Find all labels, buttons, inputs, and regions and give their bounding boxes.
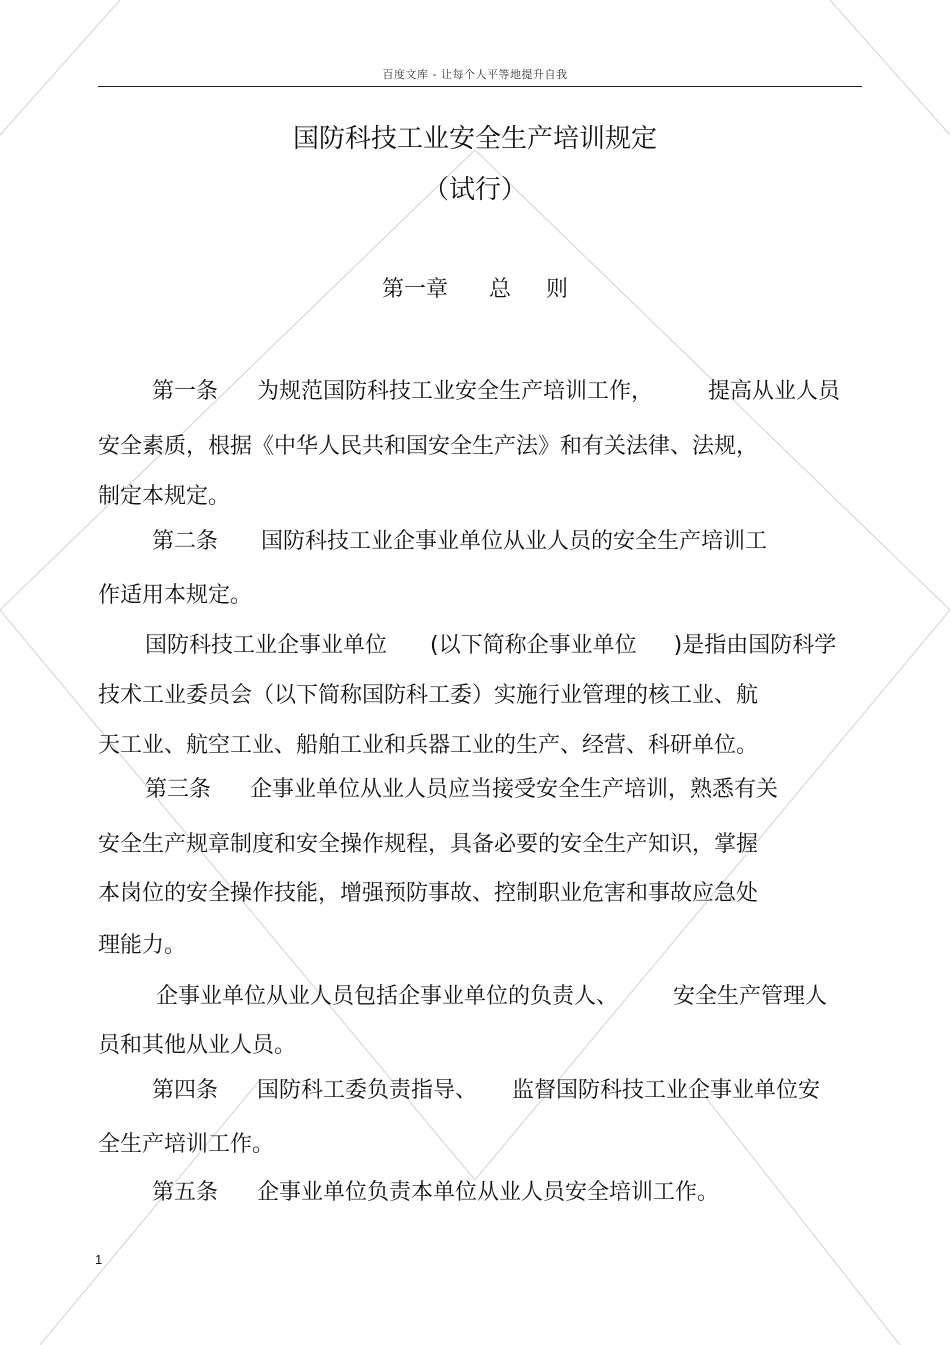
article-2-text: 国防科技工业企事业单位从业人员的安全生产培训工: [261, 529, 768, 554]
article-2-label: 第二条: [152, 529, 219, 554]
article-3-para-2-text-a: 企事业单位从业人员包括企事业单位的负责人、: [156, 984, 619, 1009]
article-2-para-2-line-1: [145, 631, 836, 661]
article-3-label: 第三条: [145, 777, 212, 802]
article-3-para-2-line-2: 员和其他从业人员。: [98, 1033, 297, 1058]
article-2-para-2-line-2: 技术工业委员会（以下简称国防科工委）实施行业管理的核工业、航: [98, 683, 759, 708]
article-5-label: 第五条: [152, 1180, 219, 1205]
article-3-text: 企事业单位从业人员应当接受安全生产培训，熟悉有关: [250, 777, 779, 802]
article-4-label: 第四条: [152, 1078, 219, 1103]
page-header: 百度文库 - 让每个人平等地提升自我: [382, 68, 568, 81]
article-3-line-2: 安全生产规章制度和安全操作规程，具备必要的安全生产知识，掌握: [98, 832, 759, 857]
article-2-para-2-text-c: )是指由国防科学: [673, 633, 837, 658]
article-1-line-3: 制定本规定。: [98, 484, 231, 509]
article-1-line-2: 安全素质，根据《中华人民共和国安全生产法》和有关法律、法规，: [98, 434, 759, 459]
article-3-para-2-text-b: 安全生产管理人: [673, 984, 828, 1009]
article-3-line-3: 本岗位的安全操作技能，增强预防事故、控制职业危害和事故应急处: [98, 881, 759, 906]
article-1-line-1: [152, 377, 840, 407]
page-number: 1: [95, 1252, 103, 1267]
article-1-label: 第一条: [152, 379, 219, 404]
article-1-text-b: 提高从业人员: [708, 379, 841, 404]
article-4-text-a: 国防科工委负责指导、: [257, 1078, 478, 1103]
article-2-para-2-text-b: (以下简称企事业单位: [430, 633, 637, 658]
header-rule: [98, 86, 862, 87]
article-4-text-b: 监督国防科技工业企事业单位安: [512, 1078, 821, 1103]
article-2-para-2-text-a: 国防科技工业企事业单位: [145, 633, 388, 658]
article-1-text-a: 为规范国防科技工业安全生产培训工作，: [257, 379, 654, 404]
chapter-name-part1: 总: [488, 277, 511, 302]
chapter-heading: [0, 274, 950, 306]
article-2-line-2: 作适用本规定。: [98, 583, 253, 608]
article-3-line-1: [145, 775, 778, 805]
article-4-line-2: 全生产培训工作。: [98, 1132, 275, 1157]
article-2-line-1: [152, 527, 767, 557]
article-3-para-2-line-1: [156, 982, 827, 1012]
document-subtitle: （试行）: [422, 175, 527, 205]
article-5-text: 企事业单位负责本单位从业人员安全培训工作。: [257, 1180, 720, 1205]
chapter-number: 第一章: [381, 277, 448, 302]
article-3-line-4: 理能力。: [98, 933, 187, 958]
document-title: 国防科技工业安全生产培训规定: [292, 124, 657, 154]
article-4-line-1: [152, 1076, 820, 1106]
article-2-para-2-line-3: 天工业、航空工业、船舶工业和兵器工业的生产、经营、科研单位。: [98, 733, 759, 758]
article-5-line-1: [152, 1178, 719, 1208]
chapter-name-part2: 则: [546, 277, 569, 302]
